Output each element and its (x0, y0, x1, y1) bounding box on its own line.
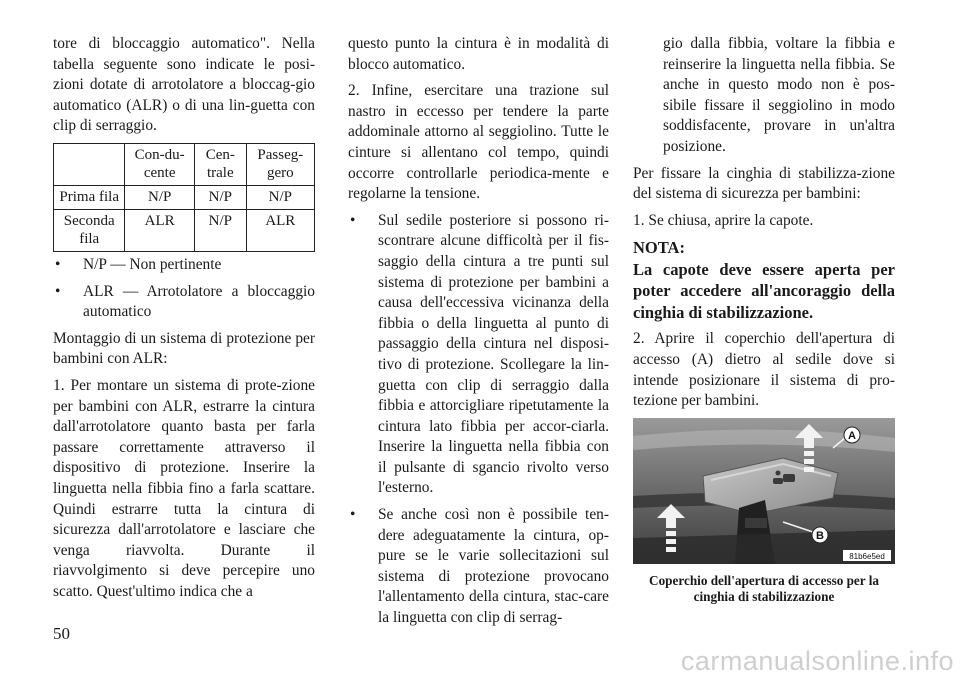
step-paragraph: 2. Aprire il coperchio dell'apertura di accesso (A) dietro al sedile dove si intende posizionare il sistema di pro-tezione per bambini. (633, 330, 895, 410)
table-header-cell (54, 143, 125, 185)
step-paragraph: 1. Per montare un sistema di prote-zione per bambini con ALR, estrarre la cintura dall'arrotolatore quanto basta per farla passare correttamente attraverso il dispositivo di protezione. Inserire la linguetta nella fibbia fino a farla scattare. Quindi estrarre tutta la cintura di sicurezza dall'arrotolatore e lasciare che venga riavvolta. Durante il riavvolgimento si deve percepire uno scatto. Quest'ultimo indica che a (53, 376, 315, 600)
step-paragraph: 2. Infine, esercitare una trazione sul nastro in eccesso per tendere la parte addominale attorno al seggiolino. Tutte le cinture si allentano col tempo, quindi occorre controllarle periodica-mente e regolarne la tensione. (348, 82, 609, 203)
table-header-cell: Con-du-cente (125, 143, 195, 185)
table-row (54, 185, 315, 209)
intro-paragraph: tore di bloccaggio automatico". Nella tabella seguente sono indicate le posi-zioni dotate di arrotolatore a bloccag-gio automatico (ALR) o di una lin-guetta con clip di serraggio. (53, 35, 315, 135)
list-item: • N/P — Non pertinente (53, 255, 315, 276)
alr-table (53, 143, 315, 252)
figure-caption: Coperchio dell'apertura di accesso per la cinghia di stabilizzazione (649, 572, 879, 605)
table-header-cell: Passeg-gero (246, 143, 314, 185)
page-number: 50 (53, 624, 70, 643)
table-cell: N/P (194, 209, 246, 251)
callout-label-a: A (848, 429, 856, 442)
note-text: La capote deve essere aperta per poter accedere all'ancoraggio della cinghia di stabilizzazione. (633, 259, 895, 322)
column-left (53, 34, 315, 608)
figure-code: 81b6e5ed (849, 551, 885, 561)
table-cell: Seconda fila (54, 209, 125, 251)
callout-label-b: B (816, 529, 824, 542)
continued-paragraph: gio dalla fibbia, voltare la fibbia e reinserire la linguetta nella fibbia. Se anche in questo modo non è pos-sibile fissare il seggiolino in modo soddisfacente, provare in un'altra posizione. (663, 35, 895, 155)
list-item: • Sul sedile posteriore si possono ri-scontrare alcune difficoltà per il fis-saggio della cintura a tre punti sul sistema di protezione per bambini a causa dell'eccessiva vicinanza della fibbia o della linguetta al punto di passaggio della cintura nel disposi-tivo di protezione. Scollegare la lin-guetta con clip di serraggio dalla fibbia e attorcigliare ripetutamente la cintura lato fibbia per accor-ciarla. Inserire la linguetta nella fibbia con il pulsante di sgancio rivolto verso l'esterno. (348, 211, 609, 499)
list-item: • Se anche così non è possibile ten-dere adeguatamente la cintura, op-pure se le varie sollecitazioni sul sistema di protezione provocano l'allentamento della cintura, stac-care la linguetta con clip di serrag- (348, 505, 609, 629)
column-middle (348, 34, 609, 635)
step-paragraph: 1. Se chiusa, aprire la capote. (633, 211, 814, 229)
table-cell: N/P (194, 185, 246, 209)
table-cell: N/P (246, 185, 314, 209)
table-cell: ALR (246, 209, 314, 251)
bullet-list (348, 211, 609, 629)
note-label: NOTA: (633, 238, 685, 258)
tether-intro: Per fissare la cinghia di stabilizza-zione del sistema di sicurezza per bambini: (633, 164, 895, 203)
column-right (633, 34, 895, 606)
table-cell: ALR (125, 209, 195, 251)
watermark: carmanualsonline.info (680, 646, 954, 676)
section-subtitle: Montaggio di un sistema di protezione per bambini con ALR: (53, 329, 315, 368)
table-header-row (54, 143, 315, 185)
photo-illustration (633, 418, 895, 564)
list-item: • ALR — Arrotolatore a bloccaggio automatico (53, 282, 315, 323)
table-row (54, 209, 315, 251)
table-header-cell: Cen-trale (194, 143, 246, 185)
table-cell: N/P (125, 185, 195, 209)
table-cell: Prima fila (54, 185, 125, 209)
tether-access-photo (633, 418, 895, 564)
legend-list (53, 255, 315, 323)
continued-paragraph: questo punto la cintura è in modalità di blocco automatico. (348, 35, 609, 73)
